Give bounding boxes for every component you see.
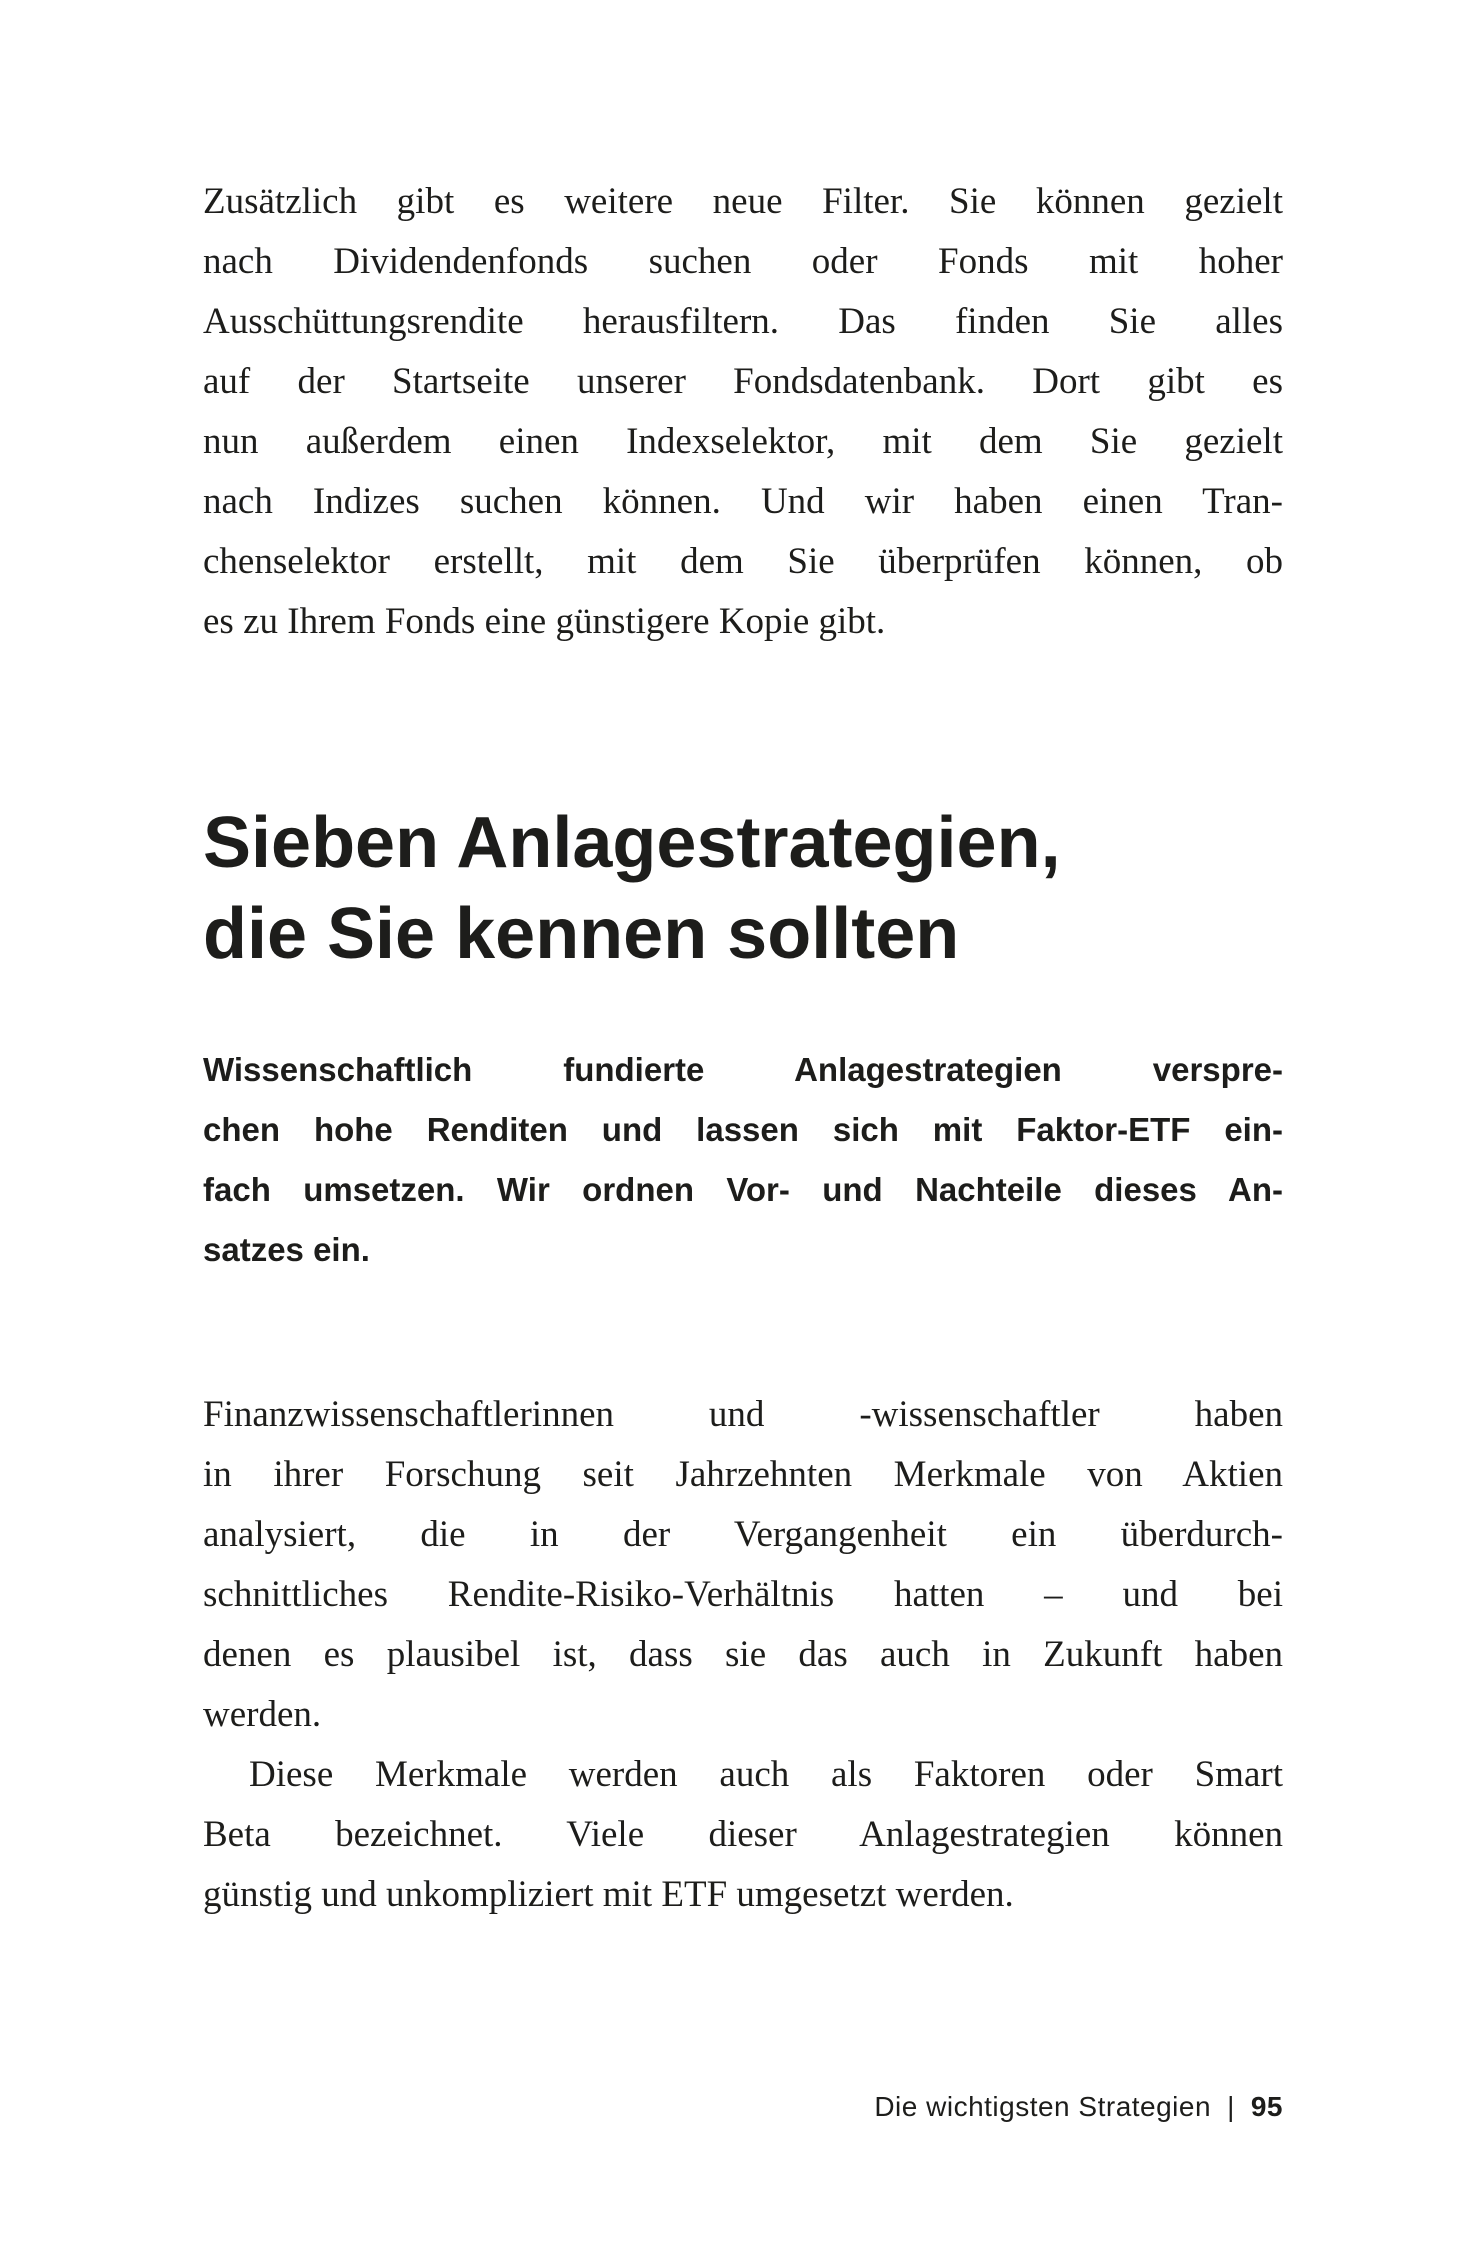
paragraph-1 [203, 172, 1283, 652]
paragraph-3 [203, 1745, 1283, 1925]
heading-line: die Sie kennen sollten [203, 894, 960, 974]
text-line: chen hohe Renditen und lassen sich mit Faktor-ETF ein- [203, 1111, 1283, 1148]
text-line: nach Dividendenfonds suchen oder Fonds mit hoher [203, 241, 1283, 282]
text-line: denen es plausibel ist, dass sie das auch in Zukunft haben [203, 1634, 1283, 1675]
text-line: chenselektor erstellt, mit dem Sie überprüfen können, ob [203, 541, 1283, 582]
text-line: schnittliches Rendite-Risiko-Verhältnis hatten – und bei [203, 1574, 1283, 1615]
section-heading [203, 798, 1283, 980]
text-line: in ihrer Forschung seit Jahrzehnten Merkmale von Aktien [203, 1454, 1283, 1495]
text-line: Ausschüttungsrendite herausfiltern. Das finden Sie alles [203, 301, 1283, 342]
text-line: günstig und unkompliziert mit ETF umgesetzt werden. [203, 1874, 1014, 1915]
paragraph-2 [203, 1385, 1283, 1745]
text-line: werden. [203, 1694, 322, 1735]
text-line: nun außerdem einen Indexselektor, mit dem Sie gezielt [203, 421, 1283, 462]
heading-line: Sieben Anlagestrategien, [203, 803, 1061, 883]
running-section-title: Die wichtigsten Strategien [874, 2091, 1212, 2122]
page-number: 95 [1250, 2091, 1283, 2122]
text-line: Zusätzlich gibt es weitere neue Filter. Sie können gezielt [203, 181, 1283, 222]
text-line: analysiert, die in der Vergangenheit ein überdurch- [203, 1514, 1283, 1555]
lead-paragraph [203, 1040, 1283, 1280]
footer-separator: | [1227, 2091, 1235, 2122]
text-line: auf der Startseite unserer Fondsdatenbank. Dort gibt es [203, 361, 1283, 402]
text-line: es zu Ihrem Fonds eine günstigere Kopie gibt. [203, 601, 886, 642]
text-line: nach Indizes suchen können. Und wir haben einen Tran- [203, 481, 1283, 522]
text-line: Diese Merkmale werden auch als Faktoren oder Smart [249, 1754, 1283, 1795]
text-line: fach umsetzen. Wir ordnen Vor- und Nachteile dieses An- [203, 1171, 1283, 1208]
text-line: satzes ein. [203, 1231, 370, 1268]
text-line: Wissenschaftlich fundierte Anlagestrategien verspre- [203, 1051, 1283, 1088]
text-line: Beta bezeichnet. Viele dieser Anlagestrategien können [203, 1814, 1283, 1855]
text-line: Finanzwissenschaftlerinnen und -wissenschaftler haben [203, 1394, 1283, 1435]
page-footer [874, 2090, 1283, 2124]
